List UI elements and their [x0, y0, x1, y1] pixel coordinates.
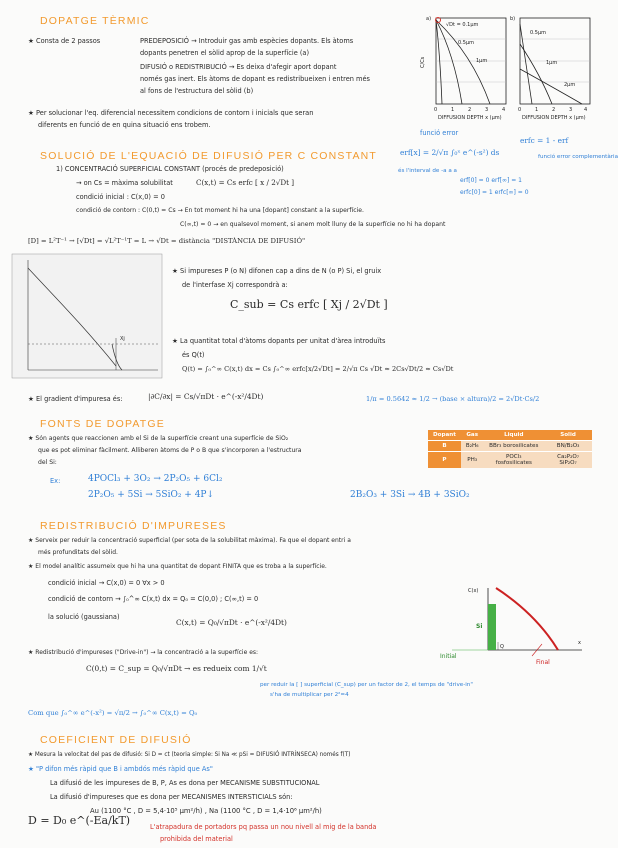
equation-gaussian: C(x,t) = Q₀/√πDt · e^(-x²/4Dt)	[176, 618, 287, 627]
text-line: ★ Serveix per reduir la concentració superficial (per sota de la solubilitat màxima). Fa que el dopant entri a	[28, 537, 351, 544]
section-title-dopatge: DOPATGE TÈRMIC	[40, 15, 150, 27]
diffusion-profile-chart-b	[510, 14, 594, 121]
text-line: de l'interfase Xj correspondrà a:	[182, 281, 288, 289]
erf-note: erf[0] = 0 erf[∞] = 1	[460, 177, 522, 184]
equation-csup: C(0,t) = C_sup = Q₀/√πDt → es redueix com 1/√t	[86, 664, 267, 673]
drive-in-diagram	[432, 584, 592, 668]
text-line: Ex:	[50, 477, 61, 485]
red-note: prohibida del material	[160, 835, 233, 843]
svg-text:3: 3	[485, 107, 489, 113]
text-line: més profunditats del sòlid.	[38, 549, 118, 556]
curve-label: 0.5μm	[458, 40, 475, 46]
reaction-1: 4POCl₃ + 3O₂ → 2P₂O₅ + 6Cl₂	[88, 474, 223, 484]
curve-label: 1μm	[546, 60, 558, 66]
section-title-coeficient: COEFICIENT DE DIFUSIÓ	[40, 734, 192, 746]
svg-text:4: 4	[584, 107, 588, 113]
erf-note: funció error	[420, 129, 459, 137]
text-line: ★ Redistribució d'impureses ("Drive-in") → la concentració a la superfície es:	[28, 649, 259, 656]
equation-gradient: |∂C/∂x| = Cs/√πDt · e^(-x²/4Dt)	[148, 392, 264, 401]
svg-text:0: 0	[518, 107, 522, 113]
blue-note: per reduir la [ ] superficial (C_sup) per un factor de 2, el temps de "drive-in"	[260, 682, 473, 688]
equation: [D] = L²T⁻¹ → [√Dt] = √L²T⁻¹T = L → √Dt = distància "DISTÀNCIA DE DIFUSIÓ"	[28, 237, 306, 245]
text-line: del Si:	[38, 459, 57, 466]
legend-final: Final	[536, 659, 550, 666]
chart-a-label: a)	[426, 16, 432, 22]
si-label: Si	[476, 623, 483, 630]
section-title-fonts: FONTS DE DOPATGE	[40, 418, 165, 430]
chart-a-xlabel: DIFFUSION DEPTH x (μm)	[438, 115, 502, 121]
erf-note: erf[x] = 2/√π ∫₀ˣ e^(-s²) ds	[400, 148, 500, 157]
reaction-2: 2P₂O₅ + 5Si → 5SiO₂ + 4P↓	[88, 490, 215, 500]
section-title-solucio: SOLUCIÓ DE L'EQUACIÓ DE DIFUSIÓ PER C CONSTANT	[40, 150, 378, 162]
text-line: PREDEPOSICIÓ → Introduir gas amb espècies dopants. Els àtoms	[140, 37, 354, 45]
text-line: dopants penetren el sòlid aprop de la superfície (a)	[140, 49, 310, 57]
text-line: condició de contorn → ∫₀^∞ C(x,t) dx = Q₀ = C(0,0) ; C(∞,t) = 0	[48, 595, 259, 603]
xj-label: Xj	[120, 336, 125, 342]
svg-text:2: 2	[552, 107, 556, 113]
text-line: ★ "P difon més ràpid que B i ambdós més ràpid que As"	[28, 765, 213, 773]
svg-text:2: 2	[468, 107, 472, 113]
text-line: la solució (gaussiana)	[48, 613, 120, 621]
q-label: Q	[500, 644, 504, 650]
text-line: condició de contorn : C(0,t) = Cs → En tot moment hi ha una [dopant] constant a la superfície.	[76, 207, 364, 214]
text-line: condició inicial → C(x,0) = 0 ∀x > 0	[48, 579, 165, 587]
legend-initial: Initial	[440, 653, 457, 660]
text-line: ★ Per solucionar l'eq. diferencial necessitem condicions de contorn i inicials que seran	[28, 109, 314, 117]
text-line: només gas inert. Els àtoms de dopant es redistribueixen i entren més	[140, 75, 370, 83]
equation-q: Q(t) = ∫₀^∞ C(x,t) dx = Cs ∫₀^∞ erfc[x/2√Dt] = 2/√π Cs √Dt ≈ 2Cs√Dt/2 ≈ Cs√Dt	[182, 365, 454, 373]
table-row: B B₂H₆ BBr₃ borosilicates BN/B₂O₃	[428, 441, 592, 452]
svg-text:0: 0	[434, 107, 438, 113]
svg-text:1: 1	[535, 107, 539, 113]
erf-note: erfc = 1 - erf	[520, 136, 569, 145]
red-note: L'atrapadura de portadors pq passa un nou nivell al mig de la banda	[150, 823, 377, 831]
table-header: Dopant	[428, 430, 461, 441]
table-header: Solid	[544, 430, 592, 441]
equation-csub: C_sub = Cs erfc [ Xj / 2√Dt ]	[230, 298, 388, 311]
erf-note: és l'interval de -a a a	[398, 168, 457, 174]
chart-a-ylabel: C/Cs	[420, 56, 426, 68]
text-line: ★ Mesura la velocitat del pas de difusió: Si D = ct (teoria simple: Si Na ≪ pSi = DIFUSIÓ INTRÍNSECA) només f(T)	[28, 752, 351, 758]
table-header: Liquid	[483, 430, 544, 441]
text-line: C(∞,t) = 0 → en qualsevol moment, si anem molt lluny de la superfície no hi ha dopant	[180, 221, 446, 228]
svg-text:1: 1	[451, 107, 455, 113]
text-line: DIFUSIÓ o REDISTRIBUCIÓ → Es deixa d'afegir aport dopant	[140, 63, 337, 71]
text-line: → on Cs = màxima solubilitat	[76, 179, 173, 187]
junction-profile-plot	[12, 254, 162, 378]
text-line: que es pot eliminar fàcilment. Alliberen àtoms de P o B que s'incorporen a l'estructura	[38, 447, 302, 454]
table-row: P PH₃ POCl₃ fosfosilicates Ca₂P₂O₇ SiP₂O₇	[428, 452, 592, 469]
curve-label: 0.5μm	[530, 30, 547, 36]
diffusion-profile-chart-a	[420, 14, 512, 121]
chart-b-label: b)	[510, 16, 516, 22]
svg-text:3: 3	[569, 107, 573, 113]
reaction-3: 2B₂O₃ + 3Si → 4B + 3SiO₂	[350, 490, 470, 500]
text-line: ★ El model analític assumeix que hi ha una quantitat de dopant FINITA que es troba a la superfície.	[28, 563, 327, 570]
axis-c-label: C(x)	[468, 588, 479, 594]
curve-label: 1μm	[476, 58, 488, 64]
equation-d: D = D₀ e^(-Ea/kT)	[28, 814, 131, 827]
erf-note: erfc[0] = 1 erfc[∞] = 0	[460, 189, 529, 196]
text-line: és Q(t)	[182, 351, 205, 359]
chart-b-xlabel: DIFFUSION DEPTH x (μm)	[522, 115, 586, 121]
text-line: al fons de l'estructura del sòlid (b)	[140, 87, 254, 95]
svg-text:4: 4	[502, 107, 506, 113]
blue-note: s'ha de multiplicar per 2²=4	[270, 692, 349, 698]
equation: C(x,t) = Cs erfc [ x / 2√Dt ]	[196, 178, 295, 187]
curve-label: 2μm	[564, 82, 576, 88]
blue-note: Com que ∫₀^∞ e^(-x²) = √π/2 → ∫₀^∞ C(x,t) = Q₀	[28, 709, 198, 717]
text-line: condició inicial : C(x,0) = 0	[76, 193, 165, 201]
text-line: diferents en funció de en quina situació ens trobem.	[38, 121, 211, 129]
text-line: Au (1100 °C , D = 5,4·10⁵ μm²/h) , Na (1100 °C , D = 1,4·10⁶ μm²/h)	[90, 807, 322, 815]
text-line: ★ Són agents que reaccionen amb el Si de la superfície creant una superfície de SiO₂	[28, 435, 289, 442]
table-header: Gas	[461, 430, 484, 441]
erf-note: funció error complementària	[538, 154, 618, 160]
axis-x-label: x	[578, 640, 581, 646]
text-line: ★ La quantitat total d'àtoms dopants per unitat d'àrea introduïts	[172, 337, 386, 345]
text-line: La difusió de les impureses de B, P, As es dona per MECANISME SUBSTITUCIONAL	[50, 779, 320, 787]
text-line: ★ Si impureses P (o N) difonen cap a dins de N (o P) Si, el gruix	[172, 267, 382, 275]
section-title-redistribucio: REDISTRIBUCIÓ D'IMPURESES	[40, 520, 227, 532]
text-line: 1) CONCENTRACIÓ SUPERFICIAL CONSTANT (procés de predeposició)	[56, 165, 284, 173]
curve-label: √Dt = 0.1μm	[446, 22, 479, 28]
text-line: ★ Consta de 2 passos	[28, 37, 101, 45]
text-line: ★ El gradient d'impuresa és:	[28, 395, 123, 403]
blue-note: 1/π = 0.5642 ≈ 1/2 → (base × altura)/2 = 2√Dt·Cs/2	[366, 395, 540, 403]
text-line: La difusió d'impureses que es dona per MECANISMES INTERSTICIALS són:	[50, 793, 293, 801]
dopant-sources-table	[428, 430, 592, 468]
